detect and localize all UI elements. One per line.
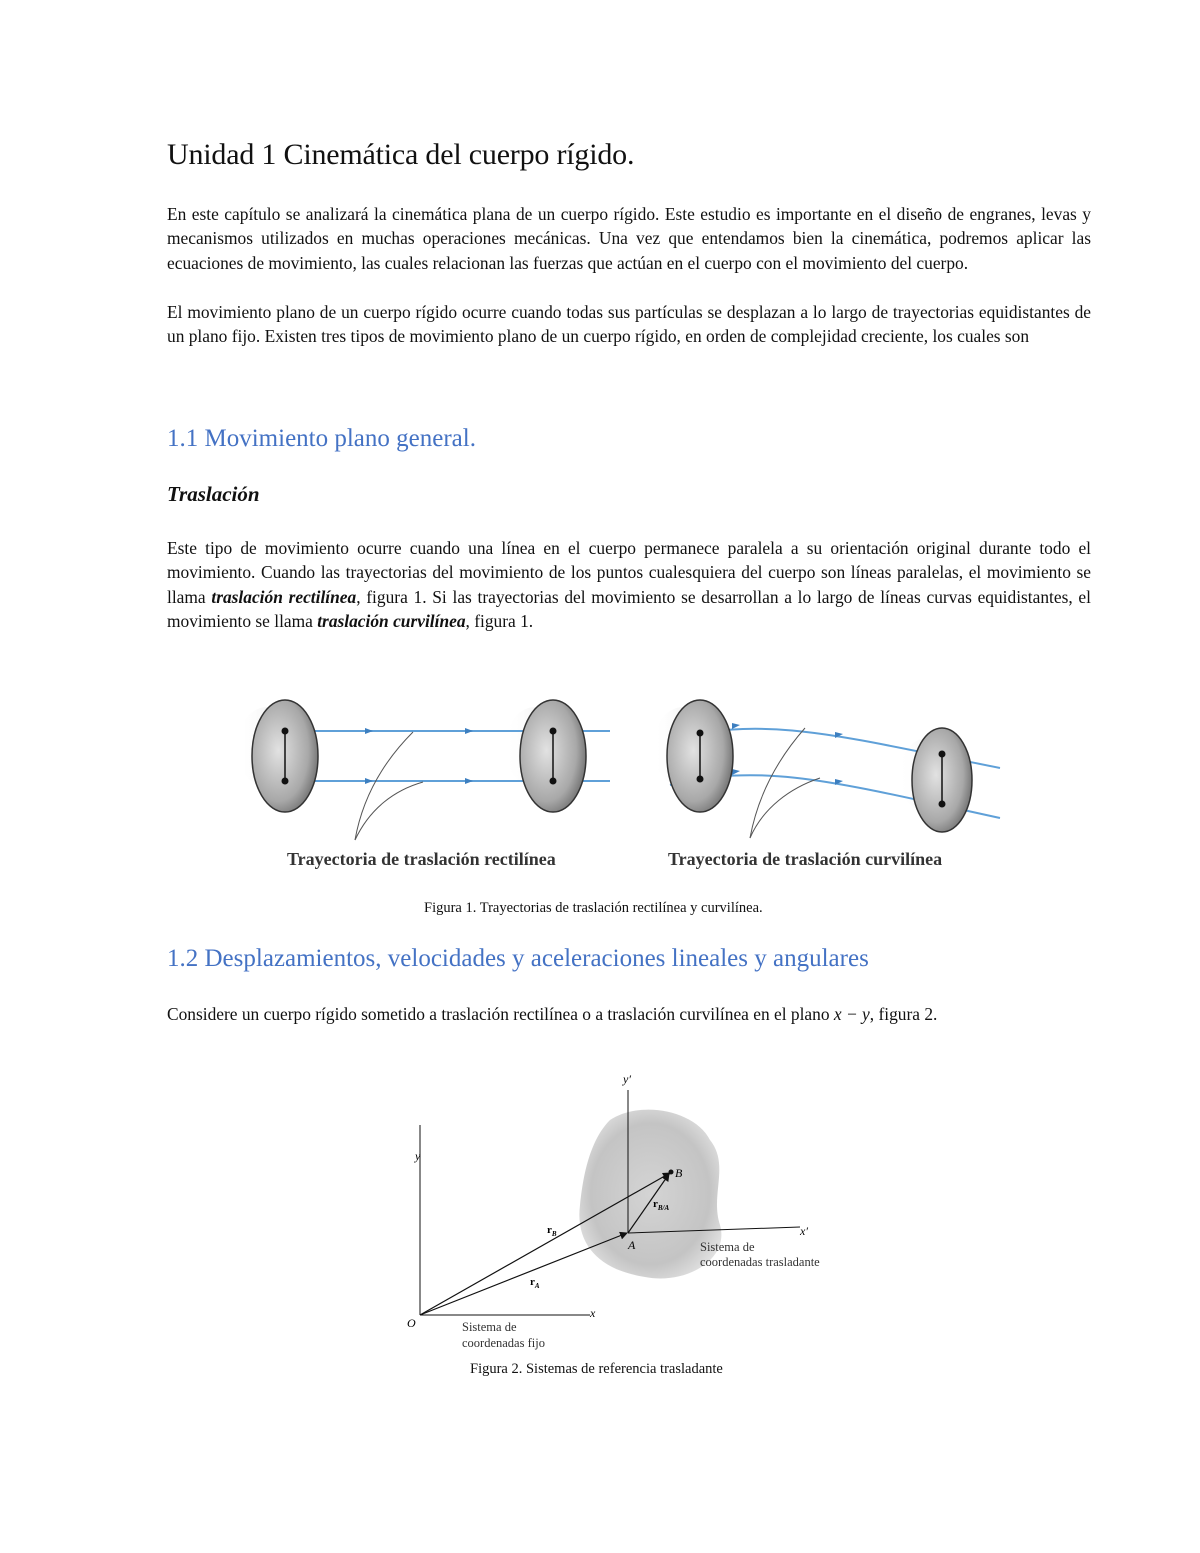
point-a-label: A (628, 1238, 636, 1252)
leader-line (750, 728, 805, 838)
intro-paragraph-2: El movimiento plano de un cuerpo rígido ocurre cuando todas sus partículas se desplazan a lo largo de trayectorias equidistantes de un plano fijo. Existen tres tipos de movimiento plano de un cuerpo rígido, en orden de complejidad creciente, los cuales son (167, 302, 1091, 347)
arrowhead (365, 778, 373, 784)
y-prime-label: y′ (623, 1072, 631, 1086)
leader-line (355, 782, 423, 840)
traslacion-text-3: , figura 1. (465, 611, 534, 632)
label-r-ba: $r_{B/A}$ (653, 1198, 670, 1212)
point-b-marker (669, 1170, 674, 1175)
arrowhead (732, 723, 740, 729)
considere-paragraph (167, 1002, 1091, 1026)
body-point (282, 728, 289, 735)
term-traslacion-curvilinea: traslación curvilínea (317, 611, 466, 632)
figure-2-caption: Figura 2. Sistemas de referencia trasladante (470, 1361, 723, 1377)
page-title: Unidad 1 Cinemática del cuerpo rígido. (167, 138, 635, 171)
label-r-b: $r_B$ (547, 1224, 557, 1238)
considere-text-2: , figura 2. (869, 1004, 938, 1024)
arrowhead (365, 728, 373, 734)
considere-text-1: Considere un cuerpo rígido sometido a traslación rectilínea o a traslación curvilínea en el plano (167, 1004, 834, 1024)
fixed-system-label-line2: coordenadas fijo (462, 1336, 545, 1350)
figure-1-translation-paths (245, 690, 1005, 880)
figure-1-label-rectilinear: Trayectoria de traslación rectilínea (287, 849, 556, 869)
arrowhead (465, 728, 473, 734)
traslacion-paragraph (167, 536, 1091, 634)
point-b-label: B (675, 1166, 683, 1180)
origin-label: O (407, 1316, 416, 1330)
vector-r-a (420, 1233, 627, 1315)
body-point (697, 730, 704, 737)
plane-math: x − y (833, 1004, 870, 1024)
body-point (697, 776, 704, 783)
body-point (550, 728, 557, 735)
intro-paragraph-1: En este capítulo se analizará la cinemática plana de un cuerpo rígido. Este estudio es importante en el diseño de engranes, levas y mecanismos utilizados en muchas operaciones mecánicas. Una vez que entendamos bien la cinemática, podremos aplicar las ecuaciones de movimiento, las cuales relacionan las fuerzas que actúan en el cuerpo con el movimiento del cuerpo. (167, 204, 1091, 273)
arrowhead (732, 769, 740, 775)
fixed-system-label-line1: Sistema de (462, 1320, 517, 1334)
section-heading-1-2: 1.2 Desplazamientos, velocidades y aceleraciones lineales y angulares (167, 945, 869, 972)
x-prime-label: x′ (800, 1224, 808, 1238)
label-r-a: $r_A$ (530, 1276, 540, 1290)
moving-system-label-line1: Sistema de (700, 1240, 755, 1254)
body-point (282, 778, 289, 785)
figure-1-label-curvilinear: Trayectoria de traslación curvilínea (668, 849, 943, 869)
subsection-heading-traslacion: Traslación (167, 482, 260, 506)
traslacion-text-1: Este tipo de movimiento ocurre cuando una línea en el cuerpo permanece paralela a su orientación original durante todo el movimiento. Cuando las trayectorias del movimiento de los puntos cualesquiera del cuerpo son líneas paralelas, el movimiento se llama (167, 538, 1091, 607)
body-point (939, 751, 946, 758)
moving-system-label-line2: coordenadas trasladante (700, 1255, 820, 1269)
y-axis-label: y (415, 1149, 421, 1163)
section-heading-1-1: 1.1 Movimiento plano general. (167, 425, 476, 452)
figure-1-caption: Figura 1. Trayectorias de traslación rectilínea y curvilínea. (424, 900, 763, 916)
x-axis-label: x (590, 1306, 596, 1320)
figure-2-reference-frames (395, 1065, 875, 1355)
body-point (939, 801, 946, 808)
traslacion-text-2: , figura 1. Si las trayectorias del movimiento se desarrollan a lo largo de líneas curvas equidistantes, el movimiento se llama (167, 586, 1091, 632)
term-traslacion-rectilinea: traslación rectilínea (211, 586, 357, 607)
arrowhead (465, 778, 473, 784)
leader-line (750, 778, 820, 838)
body-point (550, 778, 557, 785)
